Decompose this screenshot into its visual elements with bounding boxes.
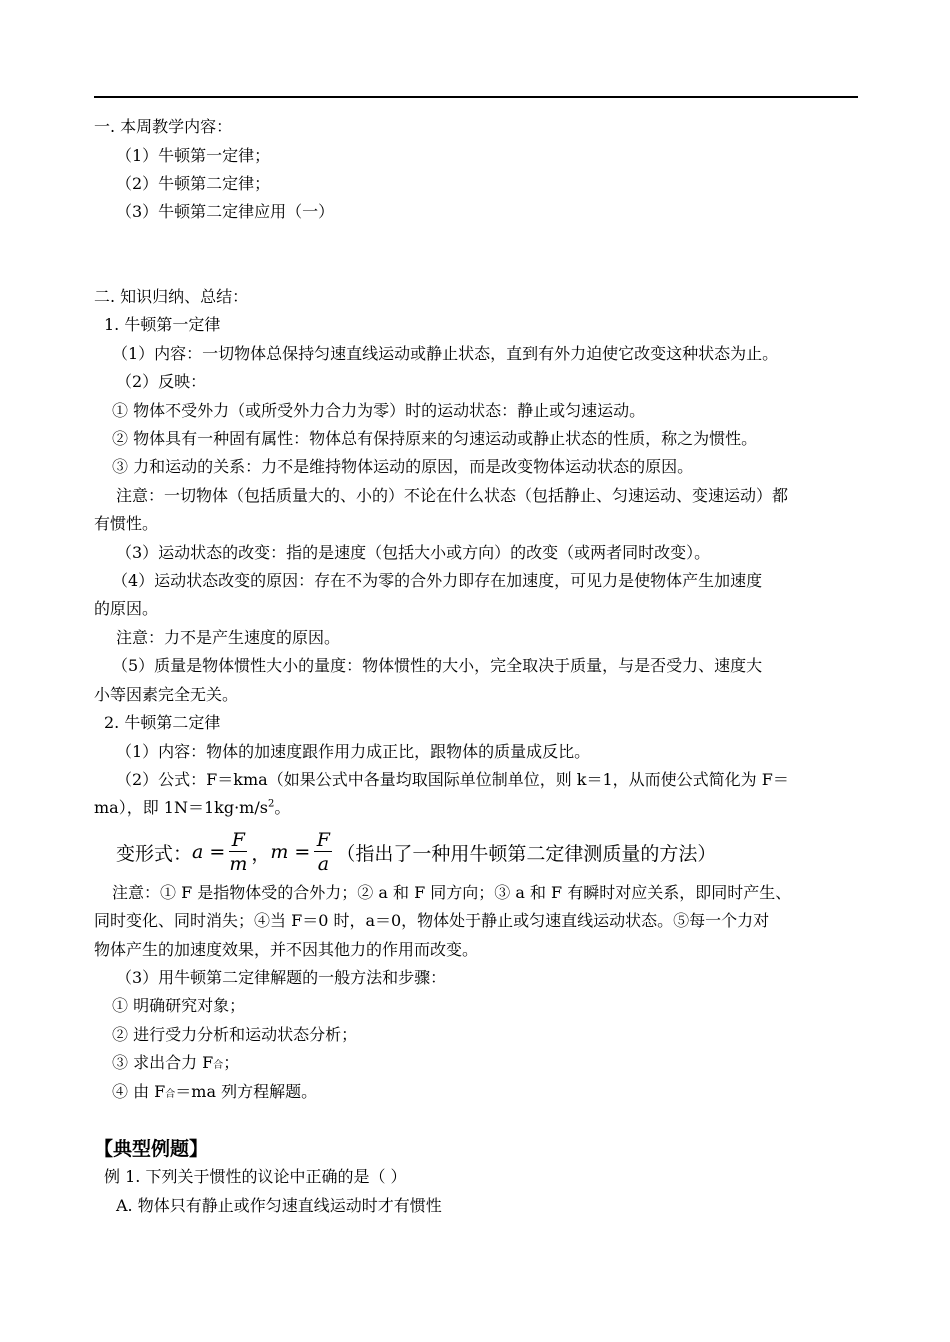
law1-reflect-item: ① 物体不受外力（或所受外力合力为零）时的运动状态：静止或匀速运动。 bbox=[112, 401, 646, 420]
equals-sign: = bbox=[203, 841, 226, 863]
formula-text: ma），即 1N＝1kg·m/s bbox=[94, 798, 268, 817]
superscript: 2 bbox=[267, 798, 275, 810]
step-text: ④ 由 F bbox=[112, 1082, 166, 1101]
law2-formula-line: （2）公式：F＝kma（如果公式中各量均取国际单位制单位，则 k＝1，从而使公式简化为 F＝ bbox=[116, 770, 789, 789]
variant-label: 变形式： bbox=[116, 842, 193, 865]
law1-reflect-item: ② 物体具有一种固有属性：物体总有保持原来的匀速运动或静止状态的性质，称之为惯性。 bbox=[112, 429, 758, 448]
eq1-denominator: m bbox=[229, 852, 248, 875]
step-text: ③ 求出合力 F bbox=[112, 1053, 214, 1072]
section-1-title: 一. 本周教学内容： bbox=[94, 117, 233, 136]
law2-note-line: 同时变化、同时消失；④当 F＝0 时，a＝0，物体处于静止或匀速直线运动状态。⑤每一个力对 bbox=[94, 911, 770, 930]
examples-heading: 【典型例题】 bbox=[94, 1138, 209, 1160]
step-text-end: ； bbox=[223, 1053, 240, 1072]
separator: ， bbox=[251, 842, 271, 865]
eq2-numerator: F bbox=[316, 828, 330, 851]
section-1-item: （1）牛顿第一定律； bbox=[116, 146, 271, 165]
equals-sign: = bbox=[288, 841, 311, 863]
law1-note-line: 有惯性。 bbox=[94, 514, 159, 533]
law1-point-5-line: 小等因素完全无关。 bbox=[94, 685, 239, 704]
law1-content: （1）内容：一切物体总保持匀速直线运动或静止状态，直到有外力迫使它改变这种状态为止。 bbox=[112, 344, 779, 363]
example-1-option-a: A. 物体只有静止或作匀速直线运动时才有惯性 bbox=[116, 1196, 442, 1215]
eq1-numerator: F bbox=[231, 828, 245, 851]
law2-step bbox=[112, 1052, 239, 1077]
eq2-denominator: a bbox=[317, 852, 330, 875]
eq1-lhs: a bbox=[192, 841, 204, 863]
law2-note-line: 物体产生的加速度效果，并不因其他力的作用而改变。 bbox=[94, 940, 479, 959]
law2-note-line: 注意：① F 是指物体受的合外力；② a 和 F 同方向；③ a 和 F 有瞬时对应关系，即同时产生、 bbox=[112, 883, 792, 902]
law1-point-4-line: （4）运动状态改变的原因：存在不为零的合外力即存在加速度，可见力是使物体产生加速度 bbox=[112, 571, 763, 590]
law1-point-5-line: （5）质量是物体惯性大小的量度：物体惯性的大小，完全取决于质量，与是否受力、速度大 bbox=[112, 656, 763, 675]
law2-content: （1）内容：物体的加速度跟作用力成正比，跟物体的质量成反比。 bbox=[116, 742, 591, 761]
variant-note: （指出了一种用牛顿第二定律测质量的方法） bbox=[336, 842, 717, 865]
law2-formula-line bbox=[94, 797, 290, 819]
section-2-title: 二. 知识归纳、总结： bbox=[94, 287, 249, 306]
eq2-lhs: m bbox=[270, 841, 289, 863]
formula-text-end: 。 bbox=[274, 798, 291, 817]
section-1-item: （2）牛顿第二定律； bbox=[116, 174, 271, 193]
law1-point-3: （3）运动状态的改变：指的是速度（包括大小或方向）的改变（或两者同时改变）。 bbox=[116, 543, 711, 562]
law1-note-line: 注意：一切物体（包括质量大的、小的）不论在什么状态（包括静止、匀速运动、变速运动）都 bbox=[116, 486, 789, 505]
law1-title: 1. 牛顿第一定律 bbox=[104, 315, 221, 334]
eq1-fraction bbox=[229, 829, 247, 876]
law1-note-2: 注意：力不是产生速度的原因。 bbox=[116, 628, 341, 647]
section-1-item: （3）牛顿第二定律应用（一） bbox=[116, 202, 335, 221]
law2-steps-title: （3）用牛顿第二定律解题的一般方法和步骤： bbox=[116, 968, 447, 987]
law1-reflect-item: ③ 力和运动的关系：力不是维持物体运动的原因，而是改变物体运动状态的原因。 bbox=[112, 457, 694, 476]
example-1-question: 例 1. 下列关于惯性的议论中正确的是（ ） bbox=[104, 1167, 407, 1186]
subscript: 合 bbox=[165, 1089, 176, 1100]
subscript: 合 bbox=[213, 1060, 224, 1071]
variant-formula bbox=[116, 822, 716, 882]
header-rule bbox=[94, 96, 858, 98]
law2-step bbox=[112, 1081, 317, 1106]
law2-step: ② 进行受力分析和运动状态分析； bbox=[112, 1025, 358, 1044]
step-text-end: ＝ma 列方程解题。 bbox=[175, 1082, 318, 1101]
law1-point-4-line: 的原因。 bbox=[94, 599, 159, 618]
eq2-fraction bbox=[314, 829, 332, 876]
law2-step: ① 明确研究对象； bbox=[112, 996, 246, 1015]
law2-title: 2. 牛顿第二定律 bbox=[104, 713, 221, 732]
law1-reflect-label: （2）反映： bbox=[116, 372, 207, 391]
